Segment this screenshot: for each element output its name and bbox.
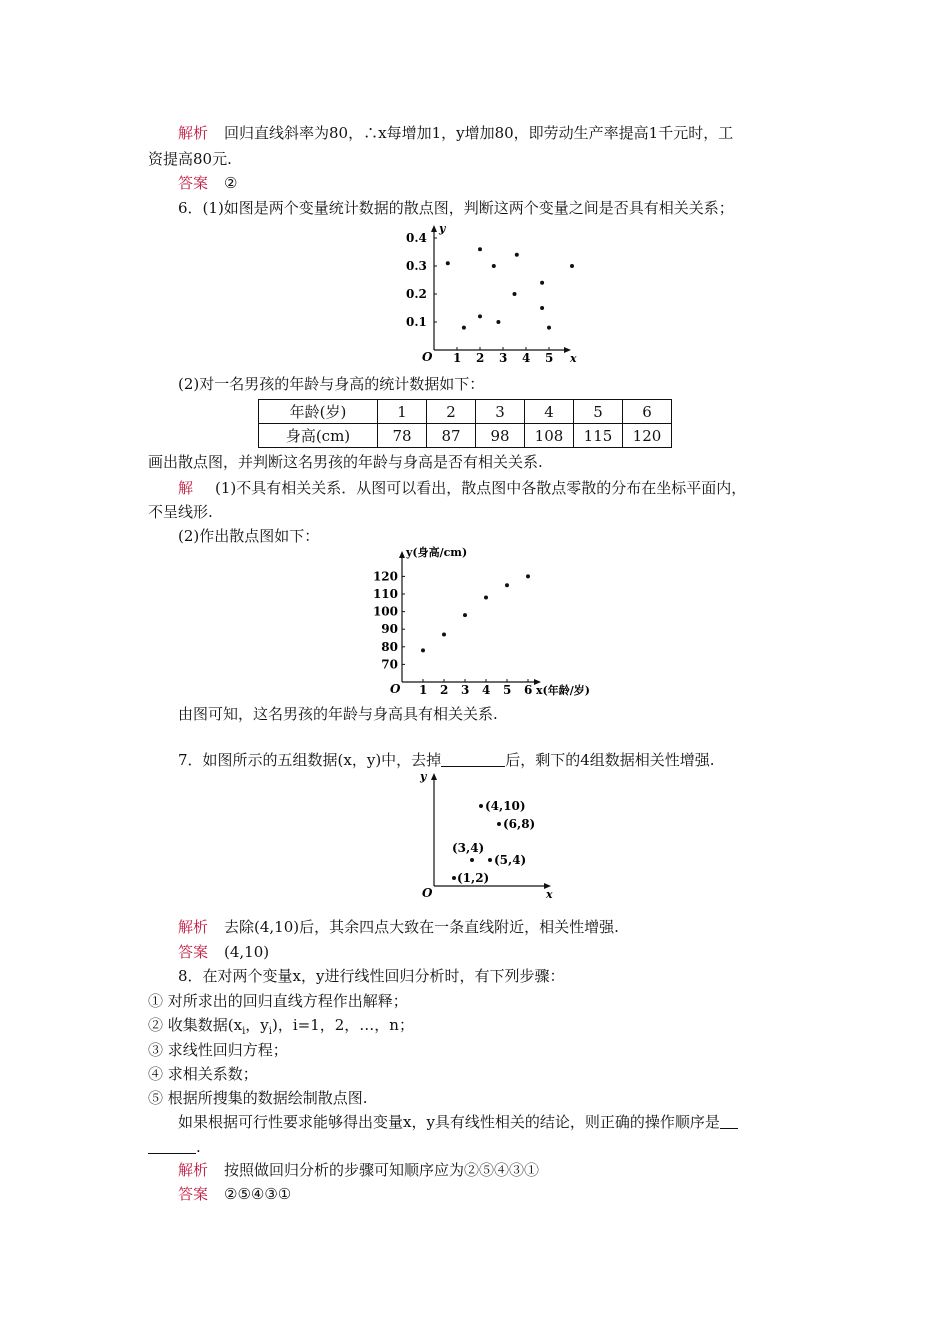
y-tick-label: 110 xyxy=(372,587,398,601)
y-axis-label: y xyxy=(420,770,427,783)
scatter-point xyxy=(421,648,425,652)
point-label: (6,8) xyxy=(503,817,536,831)
scatter-point xyxy=(540,306,544,310)
scatter-point xyxy=(463,613,467,617)
y-tick-label: 70 xyxy=(381,657,398,672)
table-cell: 78 xyxy=(378,424,427,448)
x-tick-label: 3 xyxy=(461,683,470,697)
table-cell: 115 xyxy=(574,424,623,448)
q7-answer-value: (4,10) xyxy=(224,943,270,961)
q6-question1: 6．(1)如图是两个变量统计数据的散点图，判断这两个变量之间是否具有相关关系； xyxy=(178,199,734,217)
scatter-point xyxy=(526,574,530,578)
x-axis-label: x(年龄/岁) xyxy=(536,684,590,697)
x-axis-label: x xyxy=(570,352,577,365)
table-cell: 120 xyxy=(623,424,672,448)
q8-prompt-line1 xyxy=(178,1112,738,1132)
x-tick-label: 1 xyxy=(453,351,462,365)
table-cell: 1 xyxy=(378,400,427,424)
y-axis-label: y(身高/cm) xyxy=(406,546,468,559)
scatter-point xyxy=(462,326,466,330)
q8-step3: ③ 求线性回归方程； xyxy=(148,1041,288,1059)
scatter-chart-2 xyxy=(370,544,630,702)
scatter-point xyxy=(470,858,474,862)
q8-prompt-end: . xyxy=(196,1138,201,1156)
scatter-point xyxy=(570,264,574,268)
q6-solution-text: (1)不具有相关关系．从图可以看出，散点图中各散点零散的分布在坐标平面内， xyxy=(215,479,747,497)
scatter-chart-3 xyxy=(418,770,568,908)
table-header-height: 身高(cm) xyxy=(259,424,378,448)
scatter-point xyxy=(505,583,509,587)
q6-solution-line1 xyxy=(178,478,746,498)
table-row-height xyxy=(259,424,672,448)
answer-blank xyxy=(148,1139,196,1154)
y-tick-label: 0.2 xyxy=(406,287,427,301)
analysis-label: 解析 xyxy=(178,1161,209,1179)
q6-question2: (2)对一名男孩的年龄与身高的统计数据如下： xyxy=(178,375,485,393)
y-axis-arrow xyxy=(399,551,405,558)
solution-label: 解 xyxy=(178,479,194,497)
y-tick-label: 90 xyxy=(381,622,398,637)
scatter-point xyxy=(484,596,488,600)
y-axis-label: y xyxy=(439,222,446,235)
scatter-point xyxy=(497,822,501,826)
x-tick-label: 5 xyxy=(545,351,554,365)
origin-label: O xyxy=(422,350,433,364)
y-tick-label: 80 xyxy=(381,639,398,654)
q5-analysis-text: 回归直线斜率为80，∴x每增加1，y增加80，即劳动生产率提高1千元时，工 xyxy=(224,124,734,142)
answer-blank xyxy=(720,1114,738,1129)
q6-solution2: (2)作出散点图如下： xyxy=(178,527,320,545)
point-label: (4,10) xyxy=(485,799,526,813)
point-label: (3,4) xyxy=(452,841,485,855)
q7-analysis-line xyxy=(178,917,619,937)
scatter-point xyxy=(478,314,482,318)
point-label: (1,2) xyxy=(457,871,490,885)
q8-prompt-line2 xyxy=(148,1137,201,1157)
q6-solution-line2: 不呈线形. xyxy=(148,503,213,521)
point-label: (5,4) xyxy=(494,853,527,867)
q8-answer-line xyxy=(178,1184,291,1204)
y-tick-label: 0.1 xyxy=(406,315,427,329)
scatter-point xyxy=(496,320,500,324)
q5-answer-line xyxy=(178,173,237,193)
q8-prompt-text: 如果根据可行性要求能够得出变量x，y具有线性相关的结论，则正确的操作顺序是 xyxy=(178,1113,720,1131)
x-tick-label: 4 xyxy=(482,683,491,697)
answer-blank xyxy=(441,752,505,767)
y-axis-arrow xyxy=(431,225,437,232)
y-tick-label: 120 xyxy=(372,569,398,584)
q7-question xyxy=(178,750,715,770)
age-height-table xyxy=(258,399,672,448)
scatter-point xyxy=(515,253,519,257)
scatter-chart-1 xyxy=(400,222,590,368)
x-tick-label: 2 xyxy=(476,351,485,365)
table-cell: 3 xyxy=(476,400,525,424)
scatter-point xyxy=(492,264,496,268)
q8-step4: ④ 求相关系数； xyxy=(148,1065,258,1083)
table-row-age xyxy=(259,400,672,424)
q8-step2-pre: ② 收集数据(x xyxy=(148,1016,243,1034)
scatter-point xyxy=(540,281,544,285)
answer-label: 答案 xyxy=(178,943,209,961)
analysis-label: 解析 xyxy=(178,124,209,142)
y-tick-label: 0.4 xyxy=(406,231,427,245)
q5-analysis-line2: 资提高80元. xyxy=(148,150,232,168)
y-tick-label: 100 xyxy=(372,604,398,619)
table-cell: 2 xyxy=(427,400,476,424)
q8-step2-mid: ，y xyxy=(245,1016,269,1034)
scatter-point xyxy=(479,804,483,808)
q7-question-pre: 7．如图所示的五组数据(x，y)中，去掉 xyxy=(178,751,442,769)
x-tick-label: 4 xyxy=(522,351,531,365)
table-cell: 5 xyxy=(574,400,623,424)
table-header-age: 年龄(岁) xyxy=(259,400,378,424)
table-cell: 6 xyxy=(623,400,672,424)
table-cell: 108 xyxy=(525,424,574,448)
q8-step2-post: )，i=1，2，…，n； xyxy=(271,1016,414,1034)
q8-step5: ⑤ 根据所搜集的数据绘制散点图. xyxy=(148,1089,368,1107)
x-axis-label: x xyxy=(546,888,553,901)
table-cell: 4 xyxy=(525,400,574,424)
subscript-i: i xyxy=(242,1026,246,1037)
scatter-point xyxy=(478,247,482,251)
answer-label: 答案 xyxy=(178,174,209,192)
q7-question-post: 后，剩下的4组数据相关性增强. xyxy=(505,751,715,769)
q8-step1: ① 对所求出的回归直线方程作出解释； xyxy=(148,992,408,1010)
q8-question: 8．在对两个变量x，y进行线性回归分析时，有下列步骤： xyxy=(178,967,565,985)
x-tick-label: 5 xyxy=(503,683,512,697)
answer-label: 答案 xyxy=(178,1185,209,1203)
y-tick-label: 0.3 xyxy=(406,259,427,273)
q7-answer-line xyxy=(178,942,269,962)
y-axis-arrow xyxy=(431,773,437,780)
origin-label: O xyxy=(422,886,433,900)
scatter-point xyxy=(446,261,450,265)
x-tick-label: 6 xyxy=(524,683,533,697)
q8-step2 xyxy=(148,1015,414,1042)
scatter-point xyxy=(488,858,492,862)
subscript-i: i xyxy=(268,1026,272,1037)
origin-label: O xyxy=(390,682,401,696)
scatter-point xyxy=(452,876,456,880)
x-tick-label: 2 xyxy=(440,683,449,697)
q8-analysis-line xyxy=(178,1160,539,1180)
x-tick-label: 3 xyxy=(499,351,508,365)
table-cell: 87 xyxy=(427,424,476,448)
q8-analysis-text: 按照做回归分析的步骤可知顺序应为②⑤④③① xyxy=(224,1161,540,1179)
q7-analysis-text: 去除(4,10)后，其余四点大致在一条直线附近，相关性增强. xyxy=(224,918,619,936)
table-cell: 98 xyxy=(476,424,525,448)
x-tick-label: 1 xyxy=(419,683,428,697)
q5-analysis-line xyxy=(178,123,733,143)
scatter-point xyxy=(442,632,446,636)
q5-answer-value: ② xyxy=(224,174,238,192)
q6-question3: 画出散点图，并判断这名男孩的年龄与身高是否有相关关系. xyxy=(148,453,543,471)
scatter-point xyxy=(547,326,551,330)
q6-conclusion: 由图可知，这名男孩的年龄与身高具有相关关系. xyxy=(178,705,498,723)
analysis-label: 解析 xyxy=(178,918,209,936)
q8-answer-value: ②⑤④③① xyxy=(224,1185,292,1203)
scatter-point xyxy=(513,292,517,296)
